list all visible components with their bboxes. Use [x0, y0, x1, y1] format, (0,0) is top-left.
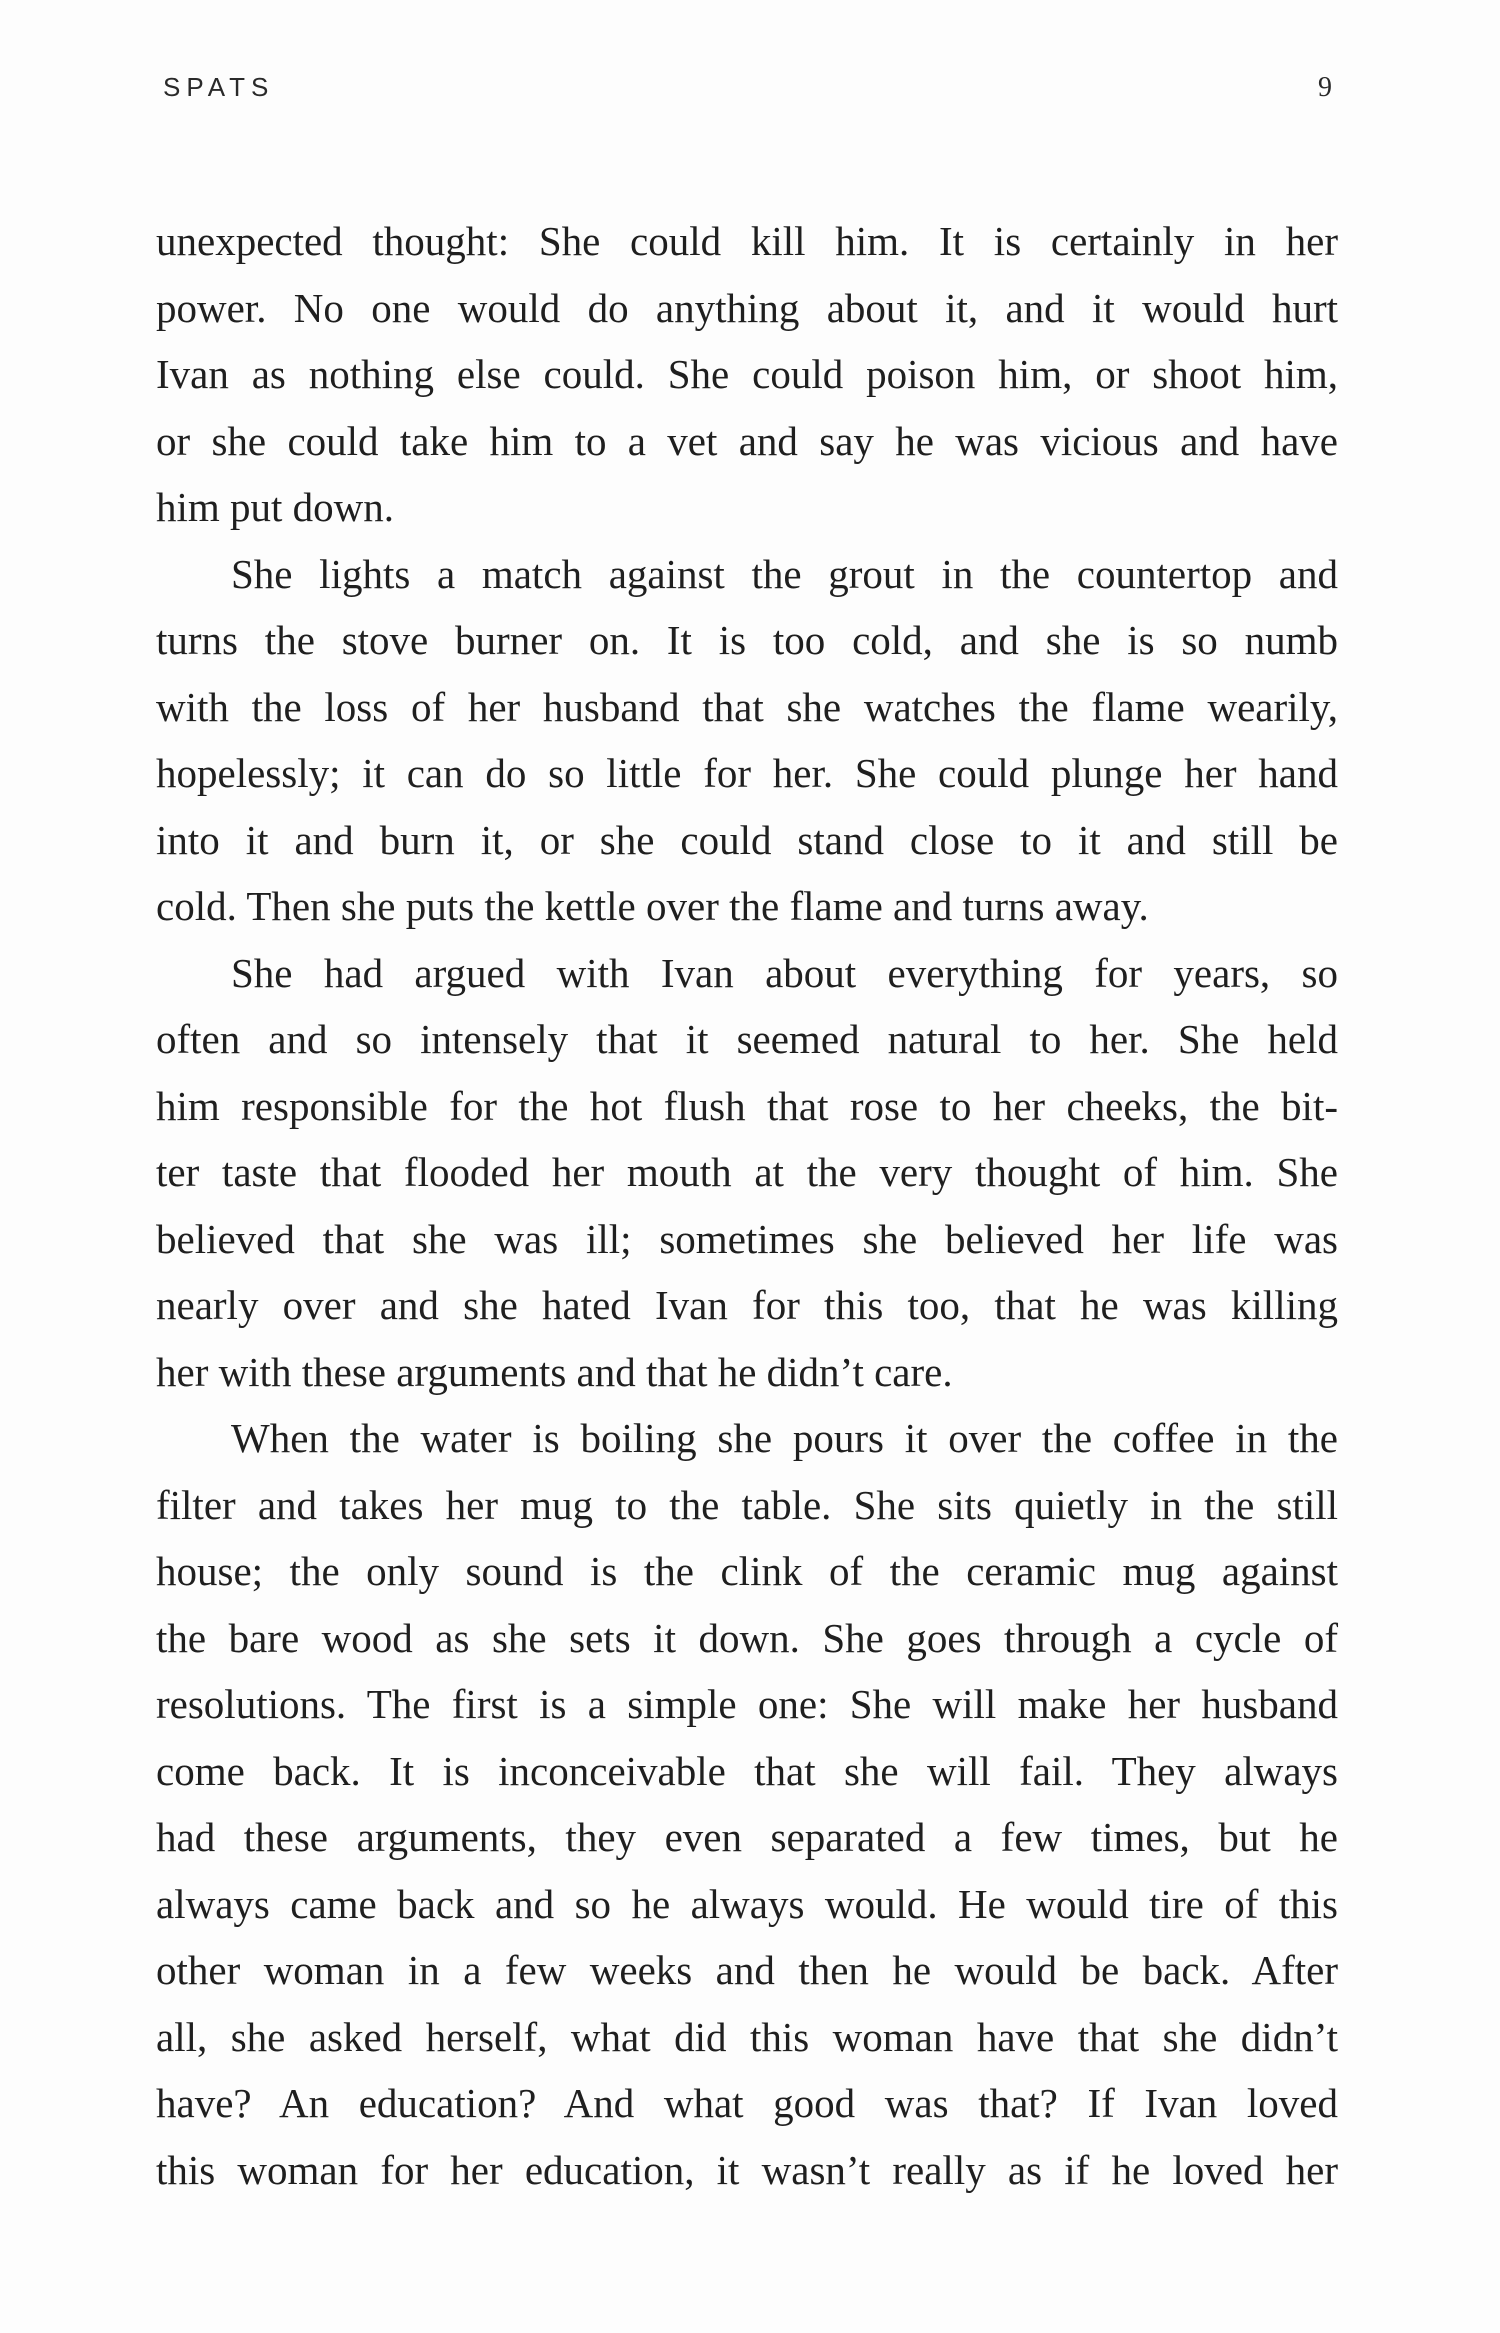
- text-line: or she could take him to a vet and say he was vicious and have: [156, 417, 1338, 464]
- text-line: her with these arguments and that he didn’t care.: [156, 1348, 953, 1395]
- text-line: with the loss of her husband that she watches the flame wearily,: [156, 683, 1338, 730]
- body-text: [156, 208, 1338, 2203]
- text-line: She had argued with Ivan about everything for years, so: [231, 949, 1338, 996]
- text-line: When the water is boiling she pours it over the coffee in the: [231, 1415, 1338, 1461]
- text-line: Ivan as nothing else could. She could poison him, or shoot him,: [156, 351, 1338, 397]
- text-line: into it and burn it, or she could stand close to it and still be: [156, 816, 1338, 863]
- text-line: him responsible for the hot flush that rose to her cheeks, the bit-: [156, 1082, 1338, 1129]
- text-line: turns the stove burner on. It is too cold, and she is so numb: [156, 617, 1338, 663]
- text-line: come back. It is inconceivable that she will fail. They always: [156, 1747, 1338, 1794]
- text-line: him put down.: [156, 484, 395, 530]
- text-line: She lights a match against the grout in the countertop and: [231, 550, 1338, 597]
- text-line: ter taste that flooded her mouth at the very thought of him. She: [156, 1149, 1338, 1195]
- text-line: other woman in a few weeks and then he would be back. After: [156, 1947, 1338, 1993]
- text-line: resolutions. The first is a simple one: She will make her husband: [156, 1681, 1338, 1727]
- text-line: often and so intensely that it seemed natural to her. She held: [156, 1016, 1338, 1062]
- text-line: have? An education? And what good was that? If Ivan loved: [156, 2080, 1338, 2126]
- page-number: 9: [1318, 72, 1332, 103]
- text-line: unexpected thought: She could kill him. It is certainly in her: [156, 218, 1338, 264]
- text-line: always came back and so he always would. He would tire of this: [156, 1880, 1338, 1927]
- running-head: SPATS: [163, 72, 275, 102]
- text-line: believed that she was ill; sometimes she believed her life was: [156, 1215, 1338, 1262]
- text-line: nearly over and she hated Ivan for this too, that he was killing: [156, 1282, 1338, 1328]
- text-line: all, she asked herself, what did this woman have that she didn’t: [156, 2013, 1338, 2060]
- text-line: house; the only sound is the clink of the ceramic mug against: [156, 1548, 1338, 1594]
- text-line: hopelessly; it can do so little for her. She could plunge her hand: [156, 750, 1338, 796]
- text-line: had these arguments, they even separated a few times, but he: [156, 1814, 1338, 1860]
- text-line: power. No one would do anything about it, and it would hurt: [156, 284, 1338, 331]
- text-line: cold. Then she puts the kettle over the flame and turns away.: [156, 883, 1149, 929]
- text-line: this woman for her education, it wasn’t really as if he loved her: [156, 2146, 1338, 2193]
- text-line: filter and takes her mug to the table. She sits quietly in the still: [156, 1481, 1338, 1528]
- text-line: the bare wood as she sets it down. She goes through a cycle of: [156, 1614, 1338, 1661]
